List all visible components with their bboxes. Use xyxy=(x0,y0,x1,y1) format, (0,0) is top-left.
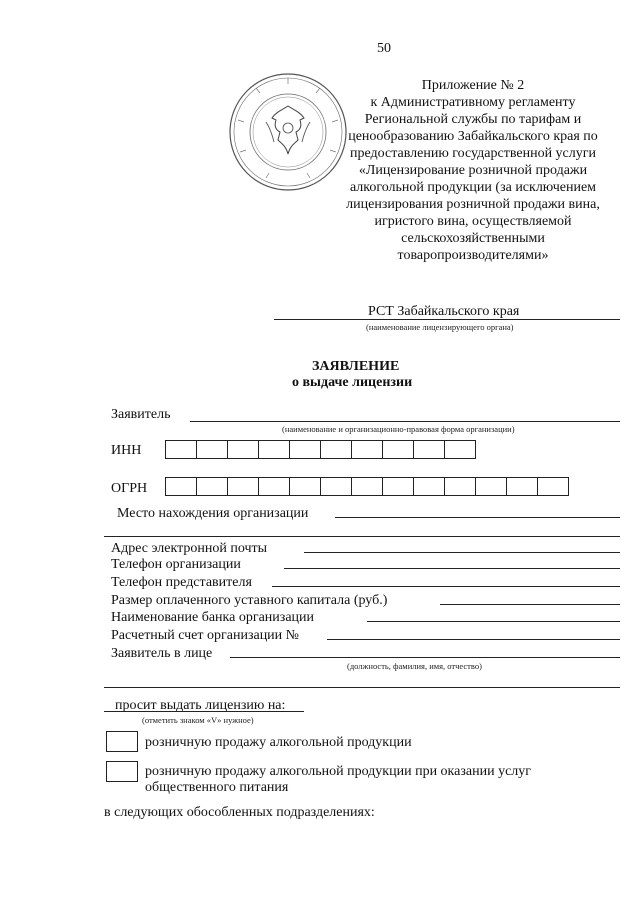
capital-field[interactable] xyxy=(440,604,620,605)
rep-phone-field[interactable] xyxy=(272,586,620,587)
page-number: 50 xyxy=(377,41,391,56)
retail-alcohol-checkbox[interactable] xyxy=(106,731,138,752)
request-underline xyxy=(104,711,304,712)
document-title: ЗАЯВЛЕНИЕ xyxy=(312,359,400,374)
inn-cell[interactable] xyxy=(320,440,352,459)
ogrn-cell[interactable] xyxy=(320,477,352,496)
ogrn-cell[interactable] xyxy=(289,477,321,496)
applicant-field[interactable] xyxy=(190,421,620,422)
inn-cell[interactable] xyxy=(227,440,259,459)
document-subtitle: о выдаче лицензии xyxy=(292,375,413,390)
appendix-line: ценообразованию Забайкальского края по xyxy=(348,129,598,144)
ogrn-cell[interactable] xyxy=(413,477,445,496)
ogrn-cell[interactable] xyxy=(227,477,259,496)
person-field[interactable] xyxy=(230,657,620,658)
email-field[interactable] xyxy=(304,552,620,553)
appendix-line: «Лицензирование розничной продажи xyxy=(358,163,588,178)
inn-cell[interactable] xyxy=(289,440,321,459)
catering-alcohol-option-line2: общественного питания xyxy=(145,780,289,795)
person-label: Заявитель в лице xyxy=(111,646,213,661)
appendix-line: алкогольной продукции (за исключением xyxy=(349,180,597,195)
catering-alcohol-option-line1: розничную продажу алкогольной продукции при оказании услуг xyxy=(145,764,532,779)
subdivisions-label: в следующих обособленных подразделениях: xyxy=(104,805,375,820)
retail-alcohol-option: розничную продажу алкогольной продукции xyxy=(145,735,412,750)
inn-cell[interactable] xyxy=(413,440,445,459)
appendix-header xyxy=(328,77,618,264)
inn-cell[interactable] xyxy=(165,440,197,459)
licensing-body-line xyxy=(274,319,620,320)
ogrn-cell[interactable] xyxy=(351,477,383,496)
inn-cell[interactable] xyxy=(444,440,476,459)
inn-cell[interactable] xyxy=(351,440,383,459)
inn-label: ИНН xyxy=(111,443,142,458)
person-hint: (должность, фамилия, имя, отчество) xyxy=(347,661,482,671)
appendix-line: сельскохозяйственными xyxy=(401,231,545,246)
request-hint: (отметить знаком «V» нужное) xyxy=(142,715,254,725)
email-label: Адрес электронной почты xyxy=(111,541,268,556)
org-phone-label: Телефон организации xyxy=(111,557,241,572)
request-label: просит выдать лицензию на: xyxy=(115,698,286,713)
location-field[interactable] xyxy=(335,517,620,518)
ogrn-cell[interactable] xyxy=(537,477,569,496)
person-field-continued[interactable] xyxy=(104,687,620,688)
ogrn-cells[interactable] xyxy=(165,477,569,496)
bank-label: Наименование банка организации xyxy=(111,610,315,625)
inn-cell[interactable] xyxy=(196,440,228,459)
ogrn-cell[interactable] xyxy=(165,477,197,496)
applicant-hint: (наименование и организационно-правовая форма организации) xyxy=(282,424,515,434)
appendix-line: предоставлению государственной услуги xyxy=(350,146,596,161)
rep-phone-label: Телефон представителя xyxy=(111,575,252,590)
appendix-line: товаропроизводителями» xyxy=(397,248,549,263)
inn-cell[interactable] xyxy=(258,440,290,459)
appendix-line: Региональной службы по тарифам и xyxy=(364,112,582,127)
account-field[interactable] xyxy=(327,639,620,640)
ogrn-cell[interactable] xyxy=(506,477,538,496)
account-label: Расчетный счет организации № xyxy=(111,628,300,643)
applicant-label: Заявитель xyxy=(111,407,171,422)
org-phone-field[interactable] xyxy=(284,568,620,569)
appendix-line: Приложение № 2 xyxy=(421,78,525,93)
location-field-continued[interactable] xyxy=(104,536,620,537)
ogrn-cell[interactable] xyxy=(196,477,228,496)
licensing-body-hint: (наименование лицензирующего органа) xyxy=(366,322,514,332)
ogrn-cell[interactable] xyxy=(258,477,290,496)
inn-cell[interactable] xyxy=(382,440,414,459)
catering-alcohol-checkbox[interactable] xyxy=(106,761,138,782)
bank-field[interactable] xyxy=(367,621,620,622)
appendix-line: к Административному регламенту xyxy=(370,95,576,110)
ogrn-label: ОГРН xyxy=(111,481,148,496)
appendix-line: игристого вина, осуществляемой xyxy=(374,214,572,229)
inn-cells[interactable] xyxy=(165,440,476,459)
location-label: Место нахождения организации xyxy=(117,506,309,521)
ogrn-cell[interactable] xyxy=(475,477,507,496)
ogrn-cell[interactable] xyxy=(444,477,476,496)
licensing-body-value: РСТ Забайкальского края xyxy=(368,304,520,319)
appendix-line: лицензирования розничной продажи вина, xyxy=(346,197,600,212)
ogrn-cell[interactable] xyxy=(382,477,414,496)
capital-label: Размер оплаченного уставного капитала (руб.) xyxy=(111,593,388,608)
